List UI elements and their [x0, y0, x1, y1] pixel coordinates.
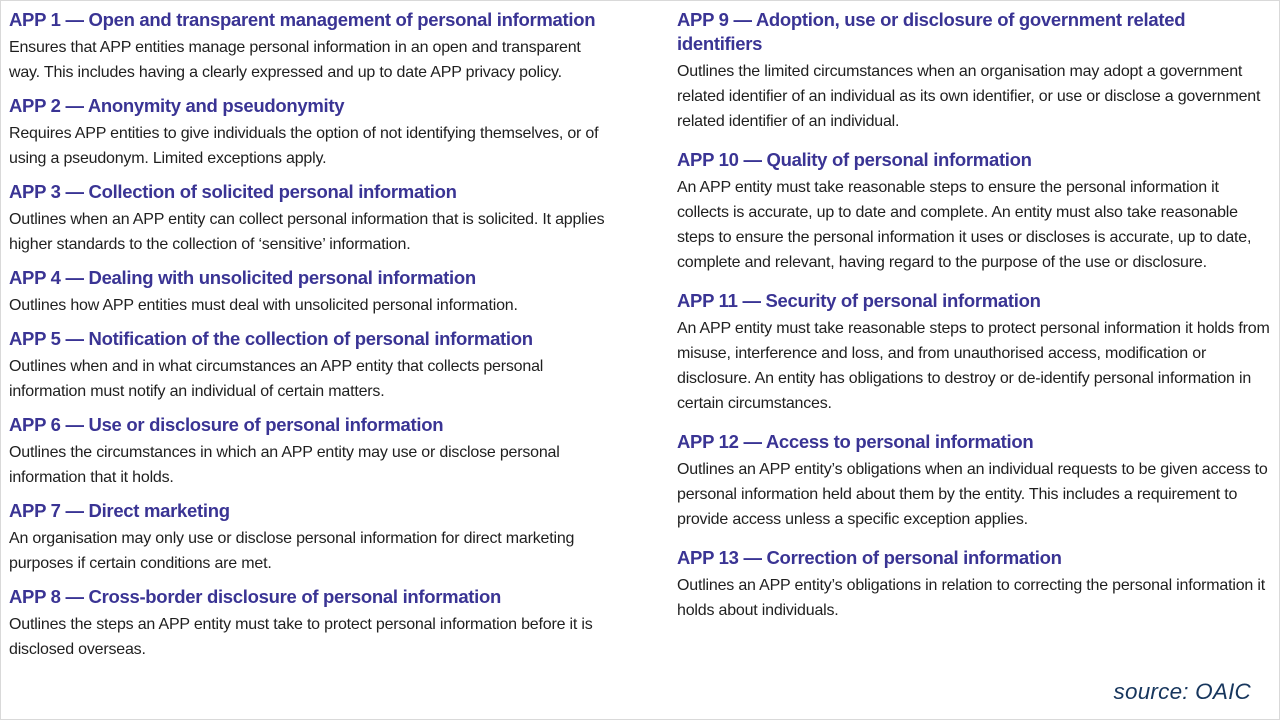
section-app-8 [9, 585, 613, 662]
app-8-description: Outlines the steps an APP entity must take to protect personal information before it is disclosed overseas. [9, 616, 593, 658]
app-8-title: APP 8 — Cross-border disclosure of personal information [9, 586, 502, 607]
right-column [677, 8, 1271, 662]
section-app-13 [677, 546, 1271, 623]
section-app-11 [677, 289, 1271, 416]
app-4-description: Outlines how APP entities must deal with unsolicited personal information. [9, 297, 518, 314]
app-11-title: APP 11 — Security of personal information [677, 290, 1041, 311]
app-3-title: APP 3 — Collection of solicited personal information [9, 181, 457, 202]
app-6-description: Outlines the circumstances in which an APP entity may use or disclose personal information that it holds. [9, 444, 560, 486]
app-2-description: Requires APP entities to give individuals the option of not identifying themselves, or of using a pseudonym. Limited exceptions apply. [9, 125, 599, 167]
app-6-title: APP 6 — Use or disclosure of personal information [9, 414, 444, 435]
app-7-title: APP 7 — Direct marketing [9, 500, 230, 521]
section-app-12 [677, 430, 1271, 532]
left-column [9, 8, 613, 662]
app-9-description: Outlines the limited circumstances when an organisation may adopt a government related identifier of an individual as its own identifier, or use or disclose a government related identifier of an individual. [677, 63, 1261, 130]
app-2-title: APP 2 — Anonymity and pseudonymity [9, 95, 345, 116]
two-column-layout [1, 1, 1279, 662]
app-7-description: An organisation may only use or disclose personal information for direct marketing purposes if certain conditions are met. [9, 530, 575, 572]
app-10-description: An APP entity must take reasonable steps to ensure the personal information it collects is accurate, up to date and complete. An entity must also take reasonable steps to ensure the personal information it uses or discloses is accurate, up to date, complete and relevant, having regard to the purpose of the use or disclosure. [677, 179, 1252, 271]
app-4-title: APP 4 — Dealing with unsolicited personal information [9, 267, 476, 288]
app-11-description: An APP entity must take reasonable steps to protect personal information it holds from misuse, interference and loss, and from unauthorised access, modification or disclosure. An entity has obligations to destroy or de-identify personal information in certain circumstances. [677, 320, 1270, 412]
app-12-description: Outlines an APP entity’s obligations when an individual requests to be given access to personal information held about them by the entity. This includes a requirement to provide access unless a specific exception applies. [677, 461, 1268, 528]
section-app-9 [677, 8, 1271, 134]
section-app-5 [9, 327, 613, 404]
section-app-10 [677, 148, 1271, 275]
source-attribution: source: OAIC [1113, 679, 1251, 704]
section-app-4 [9, 266, 613, 318]
section-app-1 [9, 8, 613, 85]
section-app-3 [9, 180, 613, 257]
app-5-title: APP 5 — Notification of the collection of personal information [9, 328, 533, 349]
app-13-description: Outlines an APP entity’s obligations in relation to correcting the personal information it holds about individuals. [677, 577, 1265, 619]
app-1-title: APP 1 — Open and transparent management of personal information [9, 9, 596, 30]
app-5-description: Outlines when and in what circumstances an APP entity that collects personal information must notify an individual of certain matters. [9, 358, 544, 400]
app-1-description: Ensures that APP entities manage personal information in an open and transparent way. This includes having a clearly expressed and up to date APP privacy policy. [9, 39, 581, 81]
app-13-title: APP 13 — Correction of personal information [677, 547, 1062, 568]
section-app-2 [9, 94, 613, 171]
section-app-6 [9, 413, 613, 490]
app-9-title: APP 9 — Adoption, use or disclosure of government related identifiers [677, 9, 1186, 54]
section-app-7 [9, 499, 613, 576]
app-3-description: Outlines when an APP entity can collect personal information that is solicited. It applies higher standards to the collection of ‘sensitive’ information. [9, 211, 605, 253]
app-12-title: APP 12 — Access to personal information [677, 431, 1034, 452]
app-10-title: APP 10 — Quality of personal information [677, 149, 1032, 170]
